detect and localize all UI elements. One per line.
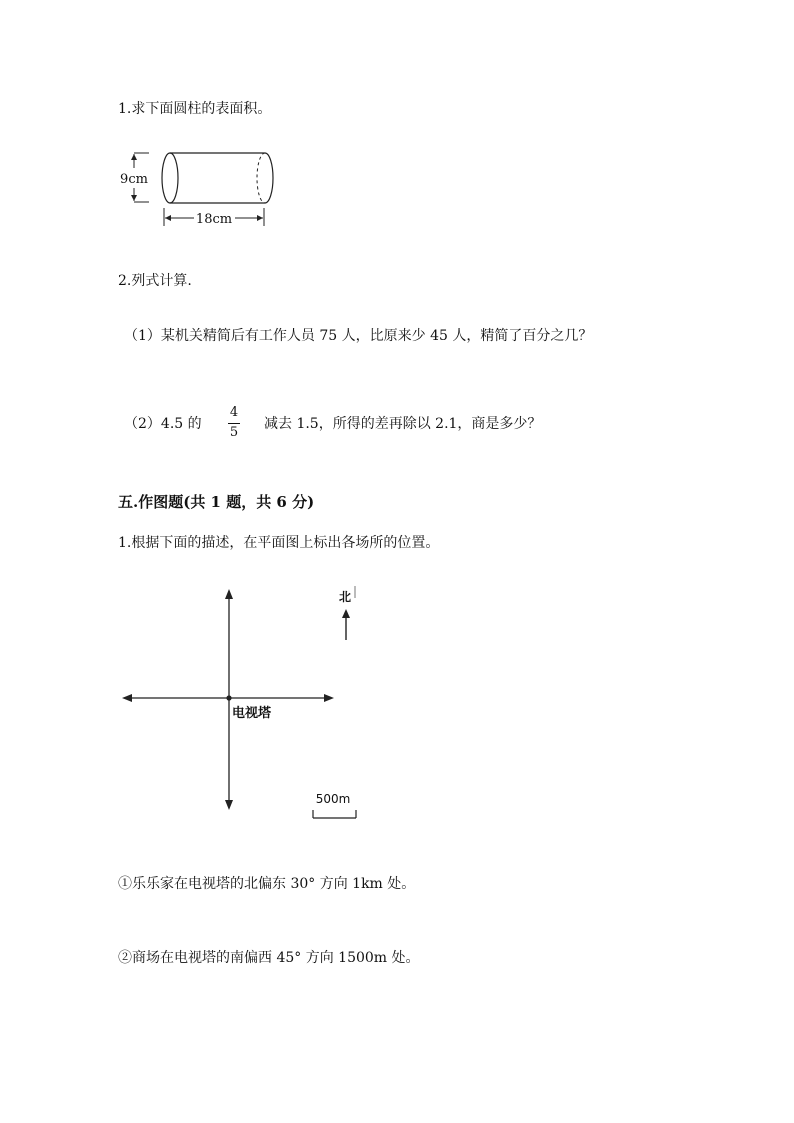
scale-label: 500m bbox=[315, 792, 351, 806]
height-arrow-down bbox=[131, 195, 137, 201]
length-label: 18cm bbox=[195, 212, 233, 227]
q2-part2-suffix: 减去 1.5，所得的差再除以 2.1，商是多少？ bbox=[264, 416, 542, 432]
q2-part2-prefix: （2）4.5 的 bbox=[124, 416, 202, 432]
q2-part1: （1）某机关精简后有工作人员 75 人，比原来少 45 人，精简了百分之几？ bbox=[124, 328, 593, 344]
tv-tower-point bbox=[226, 695, 231, 700]
q1-title: 1.求下面圆柱的表面积。 bbox=[118, 101, 272, 117]
north-arrow-icon bbox=[342, 609, 350, 618]
compass-map bbox=[118, 580, 368, 825]
section5-title: 五.作图题(共 1 题，共 6 分) bbox=[118, 493, 315, 511]
cylinder-figure bbox=[118, 146, 288, 232]
q2-title: 2.列式计算. bbox=[118, 273, 192, 289]
axis-arrow-right bbox=[324, 694, 334, 702]
length-arrow-right bbox=[257, 215, 263, 221]
height-label: 9cm bbox=[120, 172, 148, 187]
cylinder-left-face bbox=[162, 153, 178, 203]
axis-arrow-left bbox=[122, 694, 132, 702]
item-1: ①乐乐家在电视塔的北偏东 30° 方向 1km 处。 bbox=[118, 876, 416, 892]
cylinder-right-front-arc bbox=[265, 153, 273, 203]
axis-arrow-down bbox=[225, 800, 233, 810]
height-arrow-up bbox=[131, 154, 137, 160]
fraction-denominator: 5 bbox=[229, 425, 239, 440]
fraction-bar bbox=[228, 423, 240, 424]
item-2: ②商场在电视塔的南偏西 45° 方向 1500m 处。 bbox=[118, 950, 420, 966]
section5-q1-title: 1.根据下面的描述，在平面图上标出各场所的位置。 bbox=[118, 535, 440, 551]
axis-arrow-up bbox=[225, 589, 233, 599]
tv-tower-label: 电视塔 bbox=[232, 706, 272, 721]
fraction-numerator: 4 bbox=[229, 405, 239, 420]
north-label: 北 bbox=[338, 590, 352, 604]
length-arrow-left bbox=[165, 215, 171, 221]
cylinder-right-hidden-arc bbox=[257, 153, 265, 203]
